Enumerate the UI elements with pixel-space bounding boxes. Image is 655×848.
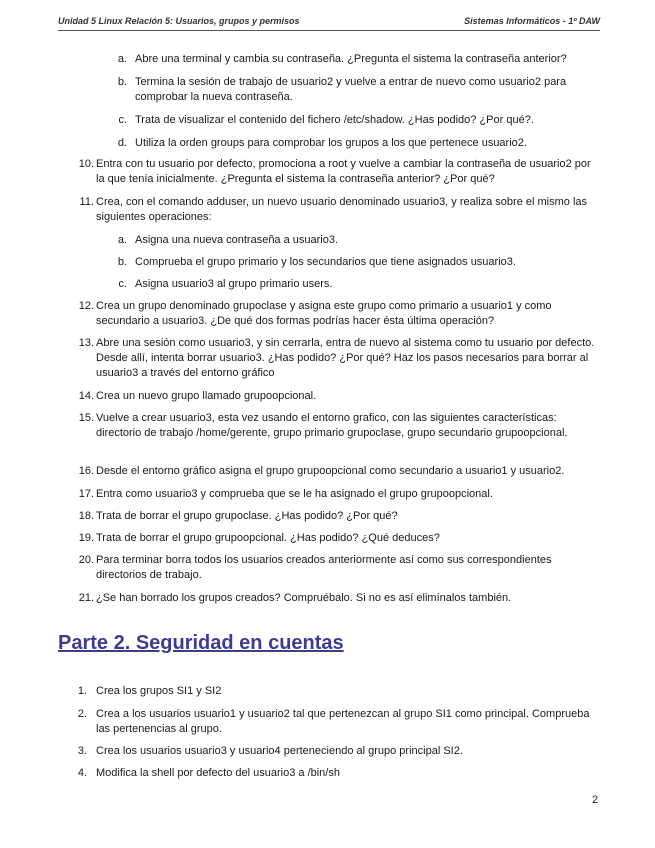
list-text: Comprueba el grupo primario y los secundarios que tiene asignados usuario3. bbox=[135, 256, 516, 268]
list-marker: 13. bbox=[78, 337, 94, 349]
list-marker: d. bbox=[117, 137, 127, 149]
list-marker: a. bbox=[117, 234, 127, 246]
section-heading: Parte 2. Seguridad en cuentas bbox=[58, 632, 344, 654]
list-text: Modifica la shell por defecto del usuario3 a /bin/sh bbox=[96, 767, 340, 779]
list-marker: 19. bbox=[78, 532, 94, 544]
list-text: Trata de visualizar el contenido del fichero /etc/shadow. ¿Has podido? ¿Por qué?. bbox=[135, 114, 534, 126]
list-marker: b. bbox=[117, 256, 127, 268]
list-marker: b. bbox=[117, 76, 127, 88]
list-text: Trata de borrar el grupo grupoclase. ¿Has podido? ¿Por qué? bbox=[96, 510, 398, 522]
list-marker: 18. bbox=[78, 510, 94, 522]
list-marker: 3. bbox=[77, 745, 87, 757]
header-course-title: Unidad 5 Linux Relación 5: Usuarios, grupos y permisos bbox=[58, 16, 300, 26]
list-marker: 1. bbox=[77, 685, 87, 697]
header-subject: Sistemas Informáticos - 1º DAW bbox=[464, 16, 600, 26]
list-text: Para terminar borra todos los usuarios creados anteriormente así como sus correspondientes directorios de trabajo. bbox=[96, 554, 552, 581]
list-marker: 10. bbox=[78, 158, 94, 170]
list-text: Desde el entorno gráfico asigna el grupo grupoopcional como secundario a usuario1 y usuario2. bbox=[96, 465, 565, 477]
list-marker: 17. bbox=[78, 488, 94, 500]
list-text: Crea los grupos SI1 y SI2 bbox=[96, 685, 222, 697]
list-text: Trata de borrar el grupo grupoopcional. ¿Has podido? ¿Qué deduces? bbox=[96, 532, 440, 544]
list-marker: c. bbox=[118, 114, 127, 126]
list-text: Entra como usuario3 y comprueba que se le ha asignado el grupo grupoopcional. bbox=[96, 488, 493, 500]
page-header bbox=[58, 14, 600, 31]
list-marker: 20. bbox=[78, 554, 94, 566]
list-text: Vuelve a crear usuario3, esta vez usando el entorno grafico, con las siguientes características: directorio de trabajo /home/gerente, grupo primario grupoclase, grupo secundario grupoopcional. bbox=[96, 412, 568, 439]
list-text: Crea un grupo denominado grupoclase y asigna este grupo como primario a usuario1 y como secundario a usuario3. ¿De qué dos formas podrías hacer ésta última operación? bbox=[96, 300, 552, 327]
list-text: ¿Se han borrado los grupos creados? Compruébalo. Si no es así elimínalos también. bbox=[96, 592, 512, 604]
list-marker: 2. bbox=[77, 708, 87, 720]
list-text: Abre una terminal y cambia su contraseña. ¿Pregunta el sistema la contraseña anterior? bbox=[135, 53, 567, 65]
list-text: Abre una sesión como usuario3, y sin cerrarla, entra de nuevo al sistema como tu usuario por defecto. Desde allí, intenta borrar usuario3. ¿Has podido? ¿Por qué? Haz los pasos necesarios para borrar al usuario3 a través del entorno gráfico bbox=[96, 337, 595, 379]
list-text: Crea un nuevo grupo llamado grupoopcional. bbox=[96, 390, 317, 402]
list-text: Asigna una nueva contraseña a usuario3. bbox=[135, 234, 339, 246]
list-text: Entra con tu usuario por defecto, promociona a root y vuelve a cambiar la contraseña de usuario2 por la que tenía inicialmente. ¿Pregunta el sistema la contraseña anterior? ¿Por qué? bbox=[96, 158, 591, 185]
list-marker: a. bbox=[117, 53, 127, 65]
list-text: Utiliza la orden groups para comprobar los grupos a los que pertenece usuario2. bbox=[135, 137, 527, 149]
page-number: 2 bbox=[592, 794, 599, 806]
list-text: Termina la sesión de trabajo de usuario2 y vuelve a entrar de nuevo como usuario2 para comprobar la nueva contraseña. bbox=[135, 76, 567, 103]
list-text: Crea, con el comando adduser, un nuevo usuario denominado usuario3, y realiza sobre el mismo las siguientes operaciones: bbox=[96, 196, 588, 223]
list-marker: 14. bbox=[78, 390, 94, 402]
list-marker: 12. bbox=[78, 300, 94, 312]
list-marker: 21. bbox=[78, 592, 94, 604]
list-marker: c. bbox=[118, 278, 127, 290]
list-marker: 11. bbox=[79, 196, 94, 208]
list-marker: 4. bbox=[77, 767, 87, 779]
list-marker: 16. bbox=[78, 465, 94, 477]
list-text: Crea los usuarios usuario3 y usuario4 perteneciendo al grupo principal SI2. bbox=[96, 745, 463, 757]
list-text: Asigna usuario3 al grupo primario users. bbox=[135, 278, 333, 290]
list-text: Crea a los usuarios usuario1 y usuario2 tal que pertenezcan al grupo SI1 como principal. Comprueba las pertenencias al grupo. bbox=[96, 708, 590, 735]
list-marker: 15. bbox=[78, 412, 94, 424]
